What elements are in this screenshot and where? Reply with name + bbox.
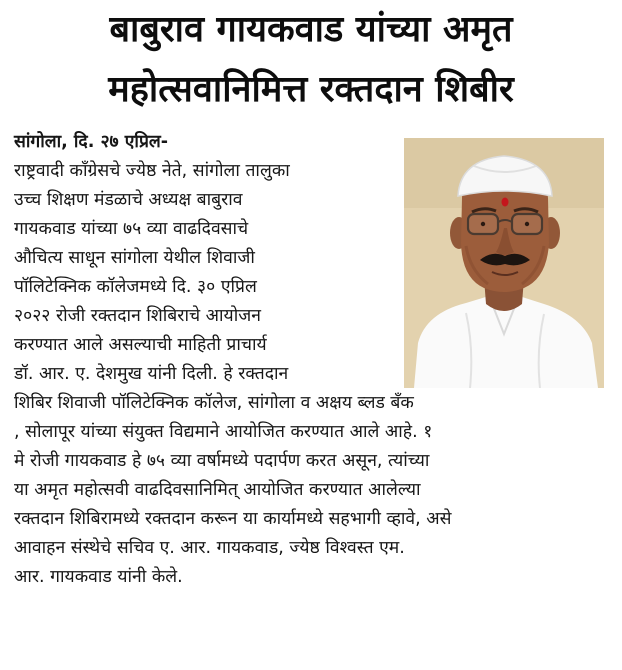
body-line: २०२२ रोजी रक्तदान शिबिराचे आयोजन (14, 306, 261, 326)
body-line: मे रोजी गायकवाड हे ७५ व्या वर्षामध्ये पदार्पण करत असून, त्यांच्या (14, 451, 430, 471)
body-line: आवाहन संस्थेचे सचिव ए. आर. गायकवाड, ज्येष्ठ विश्वस्त एम. (14, 538, 405, 558)
body-line: , सोलापूर यांच्या संयुक्त विद्यमाने आयोजित करण्यात आले आहे. १ (14, 422, 433, 442)
dateline: सांगोला, दि. २७ एप्रिल- (14, 132, 169, 152)
body-line: औचित्य साधून सांगोला येथील शिवाजी (14, 248, 255, 268)
body-line: राष्ट्रवादी कॉंग्रेसचे ज्येष्ठ नेते, सांगोला तालुका (14, 161, 290, 181)
body-line: रक्तदान शिबिरामध्ये रक्तदान करून या कार्यामध्ये सहभागी व्हावे, असे (14, 509, 452, 529)
portrait-photo (404, 138, 604, 388)
headline-line-2: महोत्सवानिमित्त रक्तदान शिबीर (108, 69, 514, 110)
body-line: उच्च शिक्षण मंडळाचे अध्यक्ष बाबुराव (14, 190, 243, 210)
body-line: शिबिर शिवाजी पॉलिटेक्निक कॉलेज, सांगोला व अक्षय ब्लड बँक (14, 393, 414, 413)
body-line: करण्यात आले असल्याची माहिती प्राचार्य (14, 335, 267, 355)
body-line: गायकवाड यांच्या ७५ व्या वाढदिवसाचे (14, 219, 249, 239)
body-line: आर. गायकवाड यांनी केले. (14, 567, 183, 587)
body-line: डॉ. आर. ए. देशमुख यांनी दिली. हे रक्तदान (14, 364, 289, 384)
body-line: पॉलिटेक्निक कॉलेजमध्ये दि. ३० एप्रिल (14, 277, 257, 297)
headline-line-1: बाबुराव गायकवाड यांच्या अमृत (109, 9, 513, 50)
body-line: या अमृत महोत्सवी वाढदिवसानिमित् आयोजित करण्यात आलेल्या (14, 480, 421, 500)
portrait-illustration (404, 138, 604, 388)
tilak-mark (502, 198, 509, 207)
